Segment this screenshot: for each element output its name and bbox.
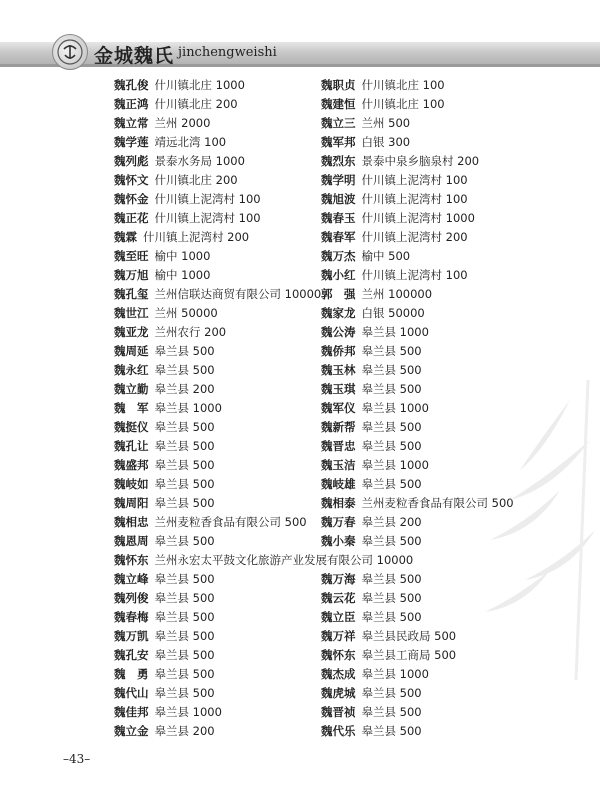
donor-detail: 兰州 2000: [154, 116, 211, 130]
donor-name: 魏公涛: [321, 325, 356, 339]
donor-name: 魏万春: [321, 515, 356, 529]
donor-entry: [321, 665, 429, 684]
donor-detail: 兰州信联达商贸有限公司 10000: [154, 287, 322, 301]
donor-detail: 景泰中泉乡脑泉村 200: [361, 154, 480, 168]
donor-name: 魏怀文: [114, 173, 149, 187]
donor-entry: [114, 475, 215, 494]
donor-name: 魏云花: [321, 591, 356, 605]
donor-name: 魏学明: [321, 173, 356, 187]
donor-name: 魏杰成: [321, 667, 356, 681]
donor-detail: 皋兰县 500: [361, 439, 422, 453]
donor-entry: [114, 646, 215, 665]
donor-detail: 什川镇北庄 200: [154, 173, 238, 187]
donor-entry: [321, 418, 422, 437]
donor-detail: 什川镇上泥湾村 1000: [361, 211, 475, 225]
donor-name: 魏列俊: [114, 591, 149, 605]
donor-entry: [321, 247, 410, 266]
donor-entry: [321, 722, 422, 741]
donor-name: 魏学莲: [114, 135, 149, 149]
donor-detail: 什川镇北庄 100: [361, 97, 445, 111]
donor-detail: 靖远北湾 100: [154, 135, 227, 149]
donor-detail: 皋兰县工商局 500: [361, 648, 457, 662]
donor-detail: 皋兰县 500: [154, 439, 215, 453]
donor-name: 魏立金: [114, 724, 149, 738]
donor-detail: 皋兰县 500: [154, 477, 215, 491]
donor-name: 魏孔让: [114, 439, 149, 453]
donor-detail: 皋兰县 1000: [361, 458, 429, 472]
donor-entry: [321, 76, 445, 95]
donor-detail: 皋兰县 1000: [361, 325, 429, 339]
donor-name: 魏春军: [321, 230, 356, 244]
donor-entry: [114, 665, 215, 684]
header-band: [0, 42, 600, 64]
donor-entry: [321, 95, 445, 114]
donor-entry: [321, 703, 422, 722]
donor-name: 魏建恒: [321, 97, 356, 111]
donor-row: [0, 152, 600, 171]
donor-name: 魏世江: [114, 306, 149, 320]
donor-row: [0, 228, 600, 247]
donor-name: 魏永红: [114, 363, 149, 377]
donor-name: 魏小秦: [321, 534, 356, 548]
donor-detail: 兰州 50000: [154, 306, 218, 320]
donor-entry: [114, 456, 215, 475]
donor-name: 魏 军: [114, 401, 149, 415]
donor-name: 魏怀东: [114, 553, 149, 567]
donor-entry: [114, 342, 215, 361]
donor-entry: [114, 608, 215, 627]
donor-row: [0, 323, 600, 342]
donor-entry: [114, 152, 245, 171]
donor-name: 魏正花: [114, 211, 149, 225]
donor-row: [0, 722, 600, 741]
donor-detail: 什川镇上泥湾村 100: [361, 192, 468, 206]
donor-detail: 白银 50000: [361, 306, 425, 320]
donor-detail: 什川镇上泥湾村 100: [361, 173, 468, 187]
donor-name: 魏万祥: [321, 629, 356, 643]
donor-detail: 皋兰县 500: [361, 724, 422, 738]
donor-name: 魏玉林: [321, 363, 356, 377]
donor-entry: [114, 399, 222, 418]
donor-name: 魏军仪: [321, 401, 356, 415]
donor-name: 魏万海: [321, 572, 356, 586]
donor-entry: [114, 266, 210, 285]
donor-detail: 皋兰县民政局 500: [361, 629, 457, 643]
donor-detail: 皋兰县 500: [154, 572, 215, 586]
donor-entry: [321, 627, 456, 646]
donor-name: 郭 强: [321, 287, 356, 301]
donor-name: 魏春玉: [321, 211, 356, 225]
donor-row: [0, 247, 600, 266]
donor-entry: [114, 494, 215, 513]
donor-name: 魏孔玺: [114, 287, 149, 301]
donor-row: [0, 342, 600, 361]
donor-detail: 皋兰县 500: [154, 667, 215, 681]
donor-name: 魏相泰: [321, 496, 356, 510]
donor-entry: [321, 475, 422, 494]
donor-detail: 皋兰县 500: [154, 458, 215, 472]
donor-name: 魏霖: [114, 230, 137, 244]
donor-detail: 皋兰县 1000: [361, 667, 429, 681]
donor-entry: [114, 209, 261, 228]
donor-detail: 皋兰县 500: [361, 363, 422, 377]
donor-entry: [321, 323, 429, 342]
donor-row: [0, 703, 600, 722]
donor-name: 魏岐如: [114, 477, 149, 491]
donor-entry: [321, 456, 429, 475]
donor-name: 魏春梅: [114, 610, 149, 624]
donor-entry: [114, 722, 215, 741]
donor-name: 魏周延: [114, 344, 149, 358]
donor-row: [0, 114, 600, 133]
donor-entry: [321, 684, 422, 703]
donor-entry: [321, 513, 422, 532]
donor-name: 魏新帮: [321, 420, 356, 434]
donor-detail: 什川镇上泥湾村 200: [143, 230, 250, 244]
donor-name: 魏烈东: [321, 154, 356, 168]
donor-name: 魏正鸿: [114, 97, 149, 111]
donor-detail: 皋兰县 500: [361, 705, 422, 719]
donor-entry: [114, 323, 226, 342]
donor-entry: [114, 95, 238, 114]
donor-row: [0, 209, 600, 228]
donor-entry: [114, 437, 215, 456]
donor-entry: [321, 304, 425, 323]
donor-detail: 皋兰县 500: [154, 629, 215, 643]
donor-detail: 皋兰县 500: [154, 610, 215, 624]
donor-detail: 皋兰县 500: [154, 496, 215, 510]
donor-entry: [114, 361, 215, 380]
donor-row: [0, 285, 600, 304]
donor-name: 魏小红: [321, 268, 356, 282]
donor-name: 魏怀金: [114, 192, 149, 206]
donor-name: 魏万杰: [321, 249, 356, 263]
donor-detail: 什川镇上泥湾村 200: [361, 230, 468, 244]
donor-entry: [114, 304, 218, 323]
donor-name: 魏职贞: [321, 78, 356, 92]
donor-name: 魏侨邦: [321, 344, 356, 358]
donor-detail: 榆中 1000: [154, 268, 211, 282]
donor-entry: [114, 551, 413, 570]
donor-detail: 景泰水务局 1000: [154, 154, 245, 168]
donor-entry: [321, 380, 422, 399]
donor-row: [0, 76, 600, 95]
donor-row: [0, 171, 600, 190]
donor-detail: 什川镇北庄 100: [361, 78, 445, 92]
donor-row: [0, 95, 600, 114]
donor-entry: [321, 399, 429, 418]
donor-row: [0, 361, 600, 380]
donor-row: [0, 684, 600, 703]
bamboo-watermark-icon: [450, 380, 600, 680]
donor-entry: [321, 133, 410, 152]
donor-detail: 什川镇上泥湾村 100: [361, 268, 468, 282]
donor-name: 魏挺仪: [114, 420, 149, 434]
donor-detail: 皋兰县 500: [361, 610, 422, 624]
donor-detail: 皋兰县 500: [361, 534, 422, 548]
family-seal-icon: [52, 34, 88, 70]
donor-entry: [321, 209, 475, 228]
donor-entry: [114, 228, 249, 247]
donor-entry: [321, 190, 468, 209]
page-header: [0, 0, 600, 70]
donor-name: 魏恩周: [114, 534, 149, 548]
donor-name: 魏列彪: [114, 154, 149, 168]
donor-detail: 兰州 500: [361, 116, 411, 130]
donor-name: 魏晋祯: [321, 705, 356, 719]
donor-detail: 什川镇北庄 200: [154, 97, 238, 111]
donor-entry: [321, 171, 468, 190]
donor-entry: [321, 570, 422, 589]
donor-entry: [114, 285, 321, 304]
donor-detail: 皋兰县 500: [361, 420, 422, 434]
donor-entry: [321, 361, 422, 380]
donor-detail: 什川镇北庄 1000: [154, 78, 245, 92]
donor-entry: [114, 133, 226, 152]
donor-detail: 皋兰县 1000: [154, 705, 222, 719]
donor-detail: 皋兰县 500: [361, 382, 422, 396]
donor-name: 魏玉琪: [321, 382, 356, 396]
donor-entry: [114, 532, 215, 551]
donor-name: 魏立常: [114, 116, 149, 130]
donor-entry: [114, 76, 245, 95]
donor-row: [0, 266, 600, 285]
donor-detail: 兰州 100000: [361, 287, 433, 301]
donor-name: 魏亚龙: [114, 325, 149, 339]
donor-entry: [321, 266, 468, 285]
donor-detail: 兰州麦粒香食品有限公司 500: [154, 515, 307, 529]
donor-detail: 兰州麦粒香食品有限公司 500: [361, 496, 514, 510]
donor-name: 魏佳邦: [114, 705, 149, 719]
donor-detail: 皋兰县 500: [154, 534, 215, 548]
donor-entry: [114, 247, 210, 266]
donor-detail: 白银 300: [361, 135, 411, 149]
donor-name: 魏 勇: [114, 667, 149, 681]
donor-entry: [321, 589, 422, 608]
donor-detail: 皋兰县 500: [361, 344, 422, 358]
donor-entry: [321, 437, 422, 456]
donor-entry: [114, 171, 238, 190]
donor-entry: [114, 380, 215, 399]
donor-name: 魏旭波: [321, 192, 356, 206]
donor-name: 魏孔安: [114, 648, 149, 662]
donor-row: [0, 133, 600, 152]
donor-name: 魏万旭: [114, 268, 149, 282]
donor-entry: [114, 627, 215, 646]
donor-detail: 榆中 500: [361, 249, 411, 263]
donor-detail: 皋兰县 500: [361, 477, 422, 491]
donor-detail: 皋兰县 500: [154, 344, 215, 358]
brand-pinyin: jinchengweishi: [178, 45, 277, 60]
donor-entry: [321, 114, 410, 133]
donor-detail: 皋兰县 500: [361, 686, 422, 700]
donor-detail: 榆中 1000: [154, 249, 211, 263]
donor-entry: [114, 570, 215, 589]
donor-name: 魏周阳: [114, 496, 149, 510]
donor-detail: 皋兰县 200: [154, 382, 215, 396]
donor-entry: [114, 190, 261, 209]
donor-name: 魏怀东: [321, 648, 356, 662]
donor-detail: 皋兰县 500: [154, 420, 215, 434]
donor-detail: 皋兰县 1000: [154, 401, 222, 415]
donor-detail: 皋兰县 500: [154, 591, 215, 605]
donor-entry: [321, 285, 432, 304]
donor-detail: 什川镇上泥湾村 100: [154, 211, 261, 225]
donor-entry: [114, 684, 215, 703]
donor-name: 魏代乐: [321, 724, 356, 738]
donor-name: 魏立臣: [321, 610, 356, 624]
donor-detail: 皋兰县 200: [154, 724, 215, 738]
donor-entry: [114, 418, 215, 437]
donor-entry: [114, 589, 215, 608]
donor-detail: 兰州农行 200: [154, 325, 227, 339]
donor-detail: 兰州永宏太平鼓文化旅游产业发展有限公司 10000: [154, 553, 414, 567]
donor-row: [0, 304, 600, 323]
donor-detail: 皋兰县 500: [154, 363, 215, 377]
donor-entry: [114, 703, 222, 722]
donor-entry: [321, 608, 422, 627]
donor-entry: [321, 532, 422, 551]
donor-entry: [114, 114, 210, 133]
donor-name: 魏代山: [114, 686, 149, 700]
donor-name: 魏虎城: [321, 686, 356, 700]
donor-detail: 皋兰县 500: [154, 686, 215, 700]
donor-name: 魏立峰: [114, 572, 149, 586]
donor-name: 魏至旺: [114, 249, 149, 263]
donor-row: [0, 190, 600, 209]
donor-entry: [321, 646, 456, 665]
donor-name: 魏孔俊: [114, 78, 149, 92]
donor-detail: 皋兰县 500: [361, 572, 422, 586]
donor-detail: 皋兰县 200: [361, 515, 422, 529]
header-rule: [0, 64, 600, 67]
donor-entry: [321, 152, 479, 171]
donor-detail: 皋兰县 500: [154, 648, 215, 662]
donor-name: 魏相忠: [114, 515, 149, 529]
donor-detail: 什川镇上泥湾村 100: [154, 192, 261, 206]
donor-name: 魏万凯: [114, 629, 149, 643]
donor-name: 魏晋忠: [321, 439, 356, 453]
donor-name: 魏立勤: [114, 382, 149, 396]
donor-entry: [321, 342, 422, 361]
donor-name: 魏军邦: [321, 135, 356, 149]
brand-title: 金城魏氏: [94, 45, 175, 67]
donor-entry: [321, 228, 468, 247]
donor-name: 魏盛邦: [114, 458, 149, 472]
donor-name: 魏岐雄: [321, 477, 356, 491]
donor-name: 魏家龙: [321, 306, 356, 320]
donor-detail: 皋兰县 500: [361, 591, 422, 605]
donor-entry: [114, 513, 307, 532]
donor-name: 魏立三: [321, 116, 356, 130]
page-number: –43–: [63, 752, 91, 766]
donor-detail: 皋兰县 1000: [361, 401, 429, 415]
donor-name: 魏玉洁: [321, 458, 356, 472]
